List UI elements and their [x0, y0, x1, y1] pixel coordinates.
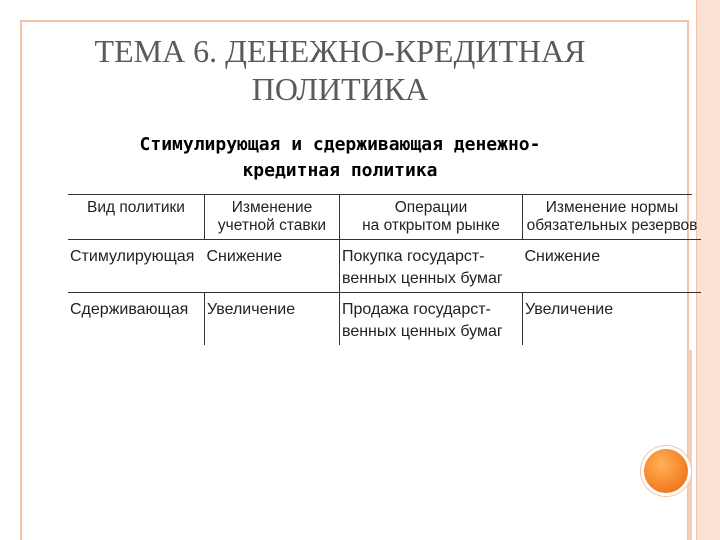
policy-table [68, 195, 701, 345]
header-market-operations-line-2: на открытом рынке [362, 217, 500, 234]
cell-rate-change: Увеличение [205, 293, 340, 346]
slide-subtitle-line-1: Стимулирующая и сдерживающая денежно- [139, 134, 541, 155]
cell-market-operations [340, 240, 523, 293]
slide-title-line-2: ПОЛИТИКА [251, 71, 429, 107]
header-rate-change-line-1: Изменение [231, 199, 313, 216]
table-header-row [68, 195, 701, 240]
cell-market-operations-line-1: Продажа государст- [342, 301, 491, 318]
header-market-operations [340, 195, 523, 240]
slide-right-stripe [688, 350, 692, 540]
cell-market-operations [340, 293, 523, 346]
slide-subtitle-line-2: кредитная политика [242, 160, 438, 181]
header-reserve-change-line-1: Изменение нормы [545, 199, 679, 216]
header-rate-change-line-2: учетной ставки [217, 217, 327, 234]
cell-market-operations-line-2: венных ценных бумаг [342, 323, 503, 340]
table-row [68, 240, 701, 293]
header-policy-type [68, 195, 205, 240]
cell-policy-type: Сдерживающая [70, 301, 189, 318]
cell-reserve-change: Снижение [523, 240, 702, 293]
header-reserve-change-line-2: обязательных резервов [526, 217, 698, 234]
cell-rate-change: Снижение [205, 240, 340, 293]
header-reserve-change [523, 195, 702, 240]
slide-subtitle [40, 132, 640, 184]
cell-reserve-change: Увеличение [523, 293, 702, 346]
slide-title-line-1: ТЕМА 6. ДЕНЕЖНО-КРЕДИТНАЯ [94, 33, 586, 69]
header-market-operations-line-1: Операции [394, 199, 468, 216]
header-policy-type-text: Вид политики [87, 199, 185, 216]
table-row [68, 293, 701, 346]
cell-market-operations-line-1: Покупка государст- [342, 248, 485, 265]
cell-policy-type: Стимулирующая [68, 240, 205, 293]
cell-market-operations-line-2: венных ценных бумаг [342, 270, 503, 287]
slide-title [40, 32, 640, 108]
header-rate-change [205, 195, 340, 240]
orange-circle-icon [641, 446, 691, 496]
